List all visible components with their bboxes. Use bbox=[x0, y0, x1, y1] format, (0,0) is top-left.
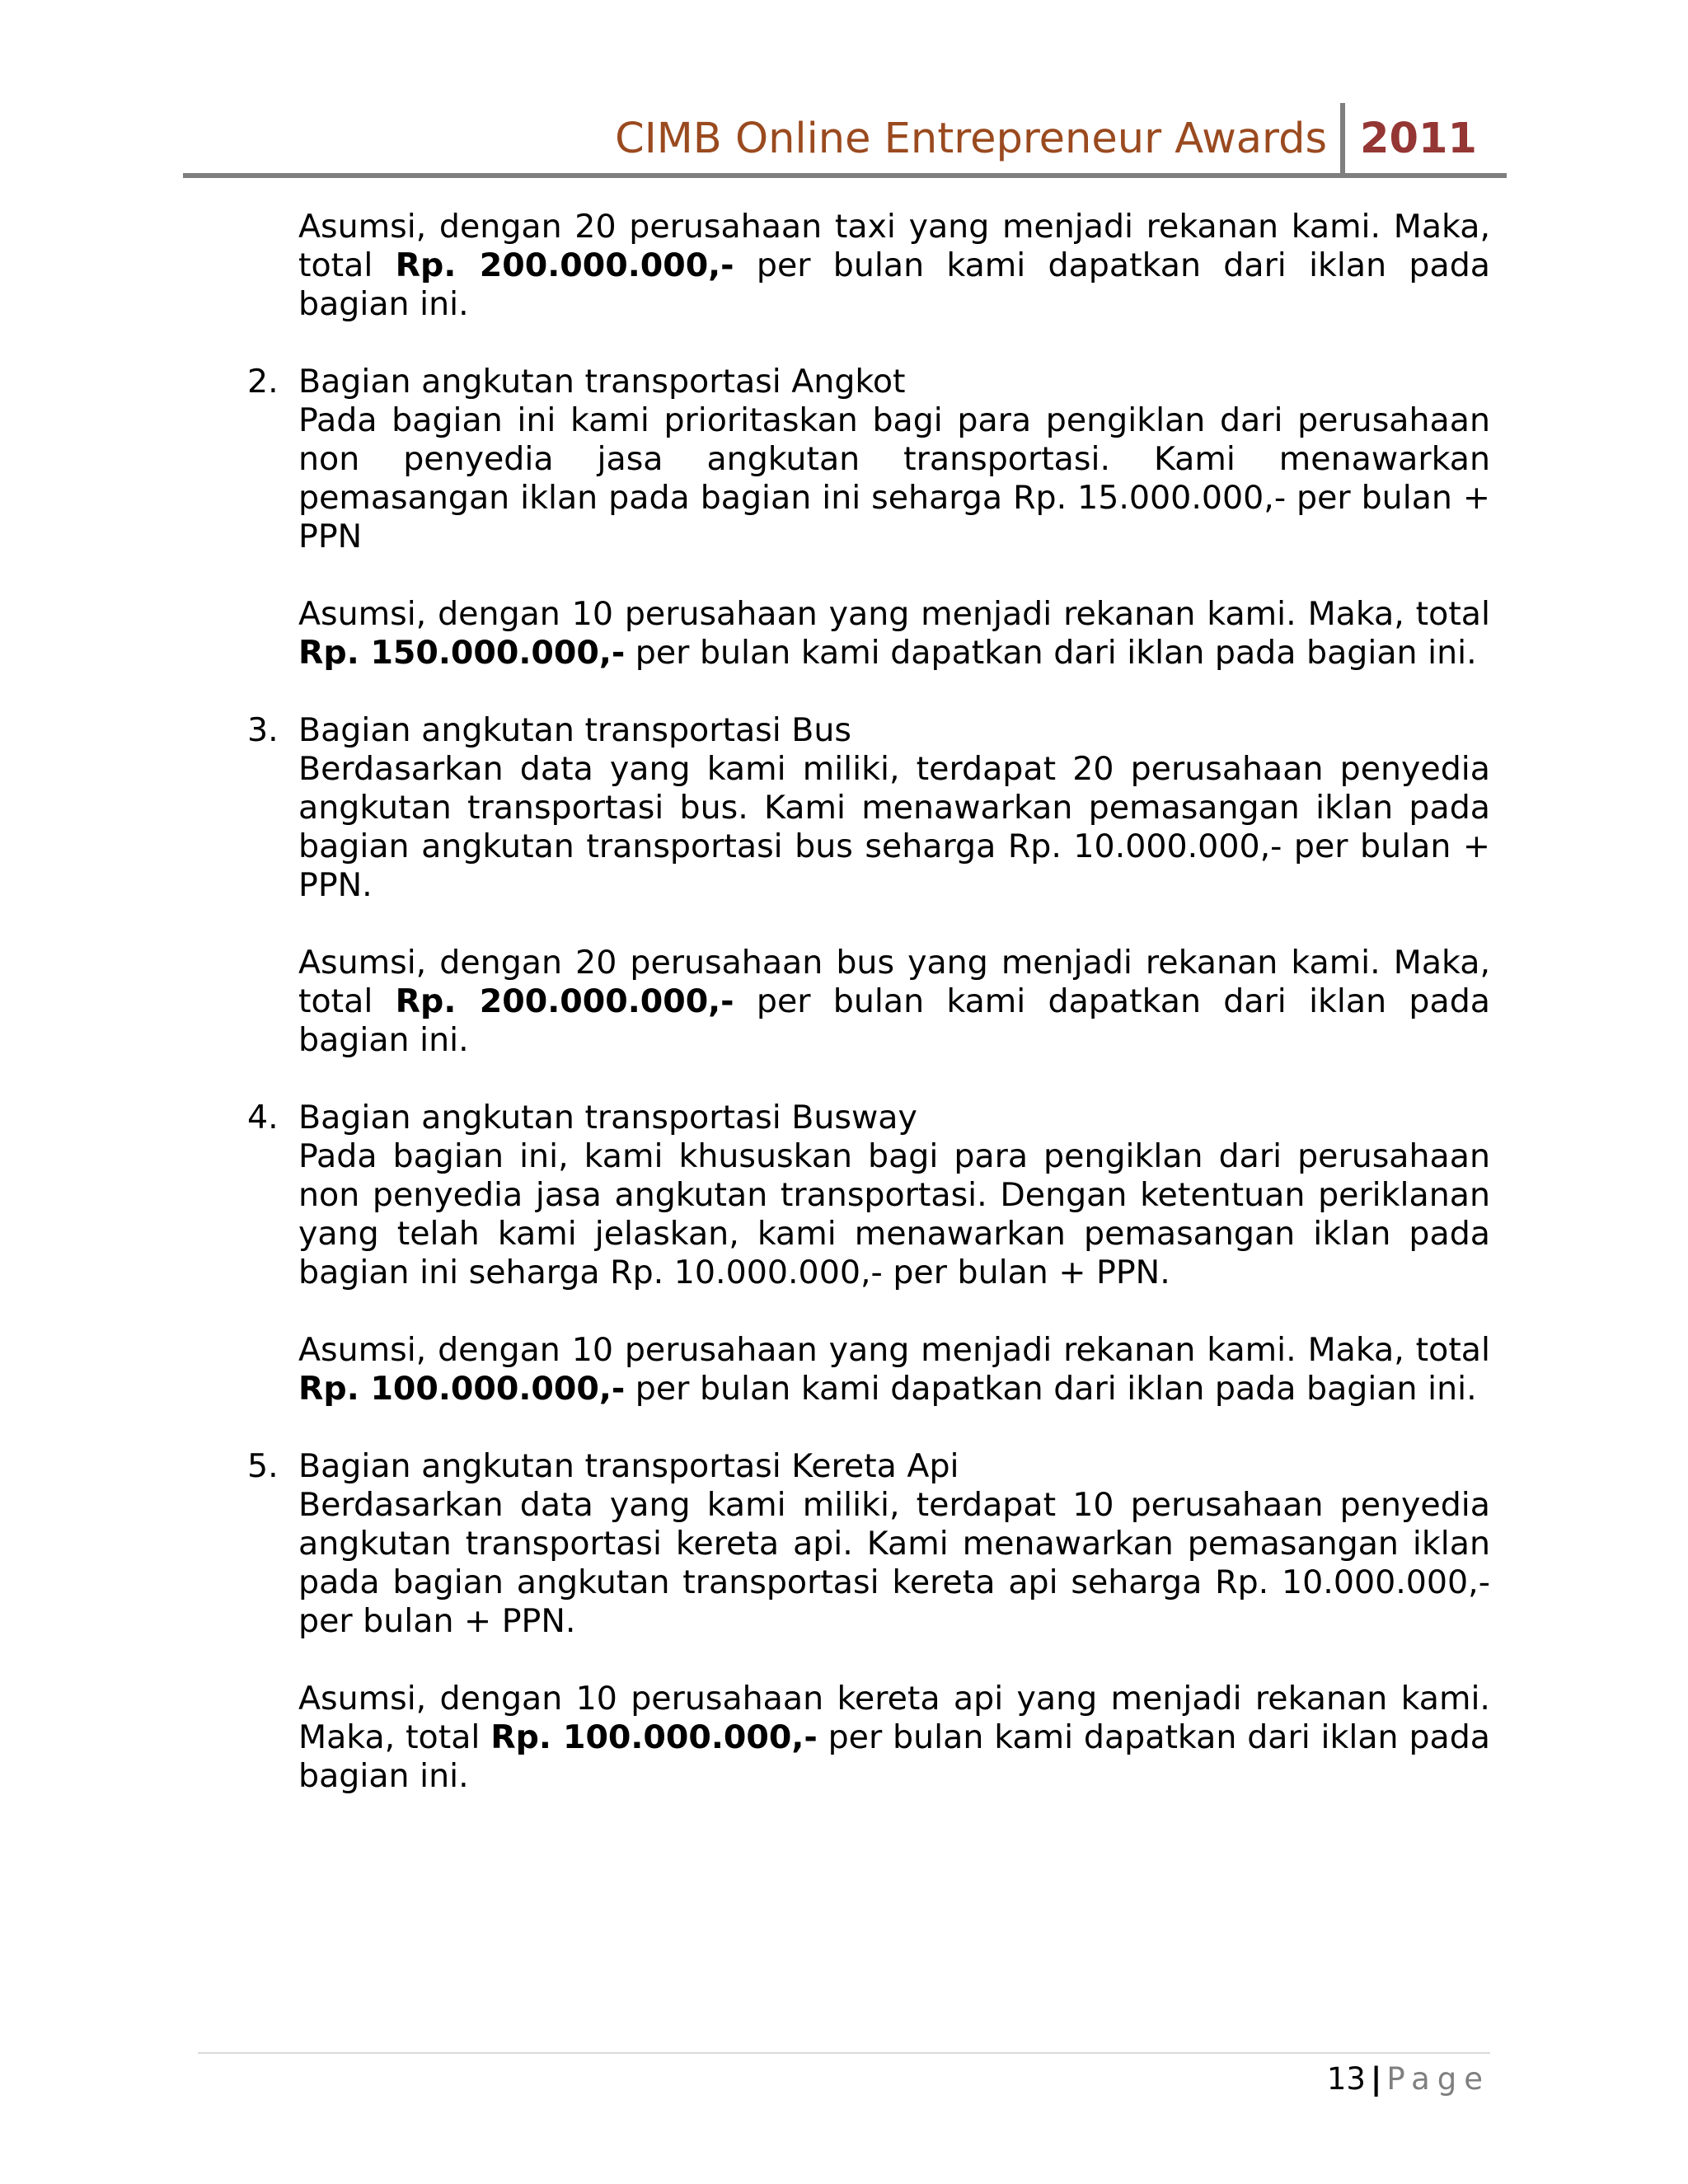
list-number: 5. bbox=[247, 1447, 279, 1485]
item-title: Bagian angkutan transportasi Kereta Api bbox=[298, 1447, 959, 1485]
header-year: 2011 bbox=[1360, 115, 1477, 163]
item-title: Bagian angkutan transportasi Busway bbox=[298, 1099, 917, 1137]
assumption-text-pre: Asumsi, dengan 10 perusahaan yang menjadi rekanan kami. Maka, total bbox=[298, 595, 1490, 633]
spacer bbox=[247, 1408, 1490, 1447]
item-description: Pada bagian ini kami prioritaskan bagi para pengiklan dari perusahaan non penyedia jasa angkutan transportasi. Kami menawarkan pemasangan iklan pada bagian ini seharga Rp. 15.000.000,- per bulan + PPN bbox=[298, 401, 1490, 555]
item-description: Berdasarkan data yang kami miliki, terdapat 10 perusahaan penyedia angkutan transportasi kereta api. Kami menawarkan pemasangan iklan pada bagian angkutan transportasi kereta api seharga Rp. 10.000.000,- per bulan + PPN. bbox=[298, 1486, 1490, 1640]
item-assumption bbox=[298, 944, 1490, 1060]
assumption-text-pre: Asumsi, dengan 20 perusahaan bus yang menjadi rekanan kami. Maka, total bbox=[298, 944, 1490, 1020]
item-assumption bbox=[298, 1331, 1490, 1408]
spacer bbox=[247, 673, 1490, 711]
list-number: 2. bbox=[247, 363, 279, 401]
document-body bbox=[247, 208, 1490, 1796]
assumption-text-post: per bulan kami dapatkan dari iklan pada bagian ini. bbox=[298, 982, 1490, 1059]
header-inner bbox=[615, 103, 1477, 173]
list-item-bus bbox=[247, 711, 1490, 1060]
intro-paragraph bbox=[247, 208, 1490, 324]
spacer bbox=[298, 905, 1490, 944]
intro-text-post: per bulan kami dapatkan dari iklan pada bagian ini. bbox=[298, 246, 1490, 323]
item-description: Berdasarkan data yang kami miliki, terdapat 20 perusahaan penyedia angkutan transportasi bus. Kami menawarkan pemasangan iklan pada bagian angkutan transportasi bus seharga Rp. 10.000.000,- per bulan + PPN. bbox=[298, 750, 1490, 904]
assumption-text-post: per bulan kami dapatkan dari iklan pada bagian ini. bbox=[298, 1718, 1490, 1795]
footer-separator: | bbox=[1370, 2061, 1382, 2097]
assumption-text-post: per bulan kami dapatkan dari iklan pada bagian ini. bbox=[625, 1370, 1477, 1408]
assumption-amount: Rp. 100.000.000,- bbox=[490, 1718, 818, 1756]
spacer bbox=[247, 324, 1490, 363]
page-header bbox=[183, 103, 1507, 178]
list-number: 3. bbox=[247, 711, 279, 749]
list-item-angkot bbox=[247, 363, 1490, 673]
header-title: CIMB Online Entrepreneur Awards bbox=[615, 115, 1328, 163]
spacer bbox=[298, 1292, 1490, 1331]
list-item-kereta-api bbox=[247, 1447, 1490, 1796]
intro-text-pre: Asumsi, dengan 20 perusahaan taxi yang menjadi rekanan kami. Maka, total bbox=[298, 208, 1490, 284]
assumption-amount: Rp. 200.000.000,- bbox=[395, 982, 734, 1020]
assumption-text-pre: Asumsi, dengan 10 perusahaan yang menjadi rekanan kami. Maka, total bbox=[298, 1331, 1490, 1369]
page-label: Page bbox=[1386, 2061, 1490, 2097]
item-assumption bbox=[298, 595, 1490, 673]
spacer bbox=[247, 1060, 1490, 1099]
page-number: 13 bbox=[1326, 2061, 1366, 2097]
footer-divider bbox=[198, 2052, 1490, 2054]
intro-amount: Rp. 200.000.000,- bbox=[395, 246, 734, 284]
item-title: Bagian angkutan transportasi Bus bbox=[298, 711, 851, 749]
item-assumption bbox=[298, 1680, 1490, 1796]
list-number: 4. bbox=[247, 1099, 279, 1137]
spacer bbox=[298, 1641, 1490, 1680]
page-footer bbox=[1327, 2056, 1490, 2102]
assumption-text-post: per bulan kami dapatkan dari iklan pada bagian ini. bbox=[625, 634, 1477, 672]
assumption-text-pre: Asumsi, dengan 10 perusahaan kereta api yang menjadi rekanan kami. Maka, total bbox=[298, 1680, 1490, 1756]
assumption-amount: Rp. 100.000.000,- bbox=[298, 1370, 626, 1408]
spacer bbox=[298, 556, 1490, 595]
list-item-busway bbox=[247, 1099, 1490, 1408]
item-title: Bagian angkutan transportasi Angkot bbox=[298, 363, 906, 401]
assumption-amount: Rp. 150.000.000,- bbox=[298, 634, 626, 672]
item-description: Pada bagian ini, kami khususkan bagi para pengiklan dari perusahaan non penyedia jasa angkutan transportasi. Dengan ketentuan periklanan yang telah kami jelaskan, kami menawarkan pemasangan iklan pada bagian ini seharga Rp. 10.000.000,- per bulan + PPN. bbox=[298, 1137, 1490, 1291]
